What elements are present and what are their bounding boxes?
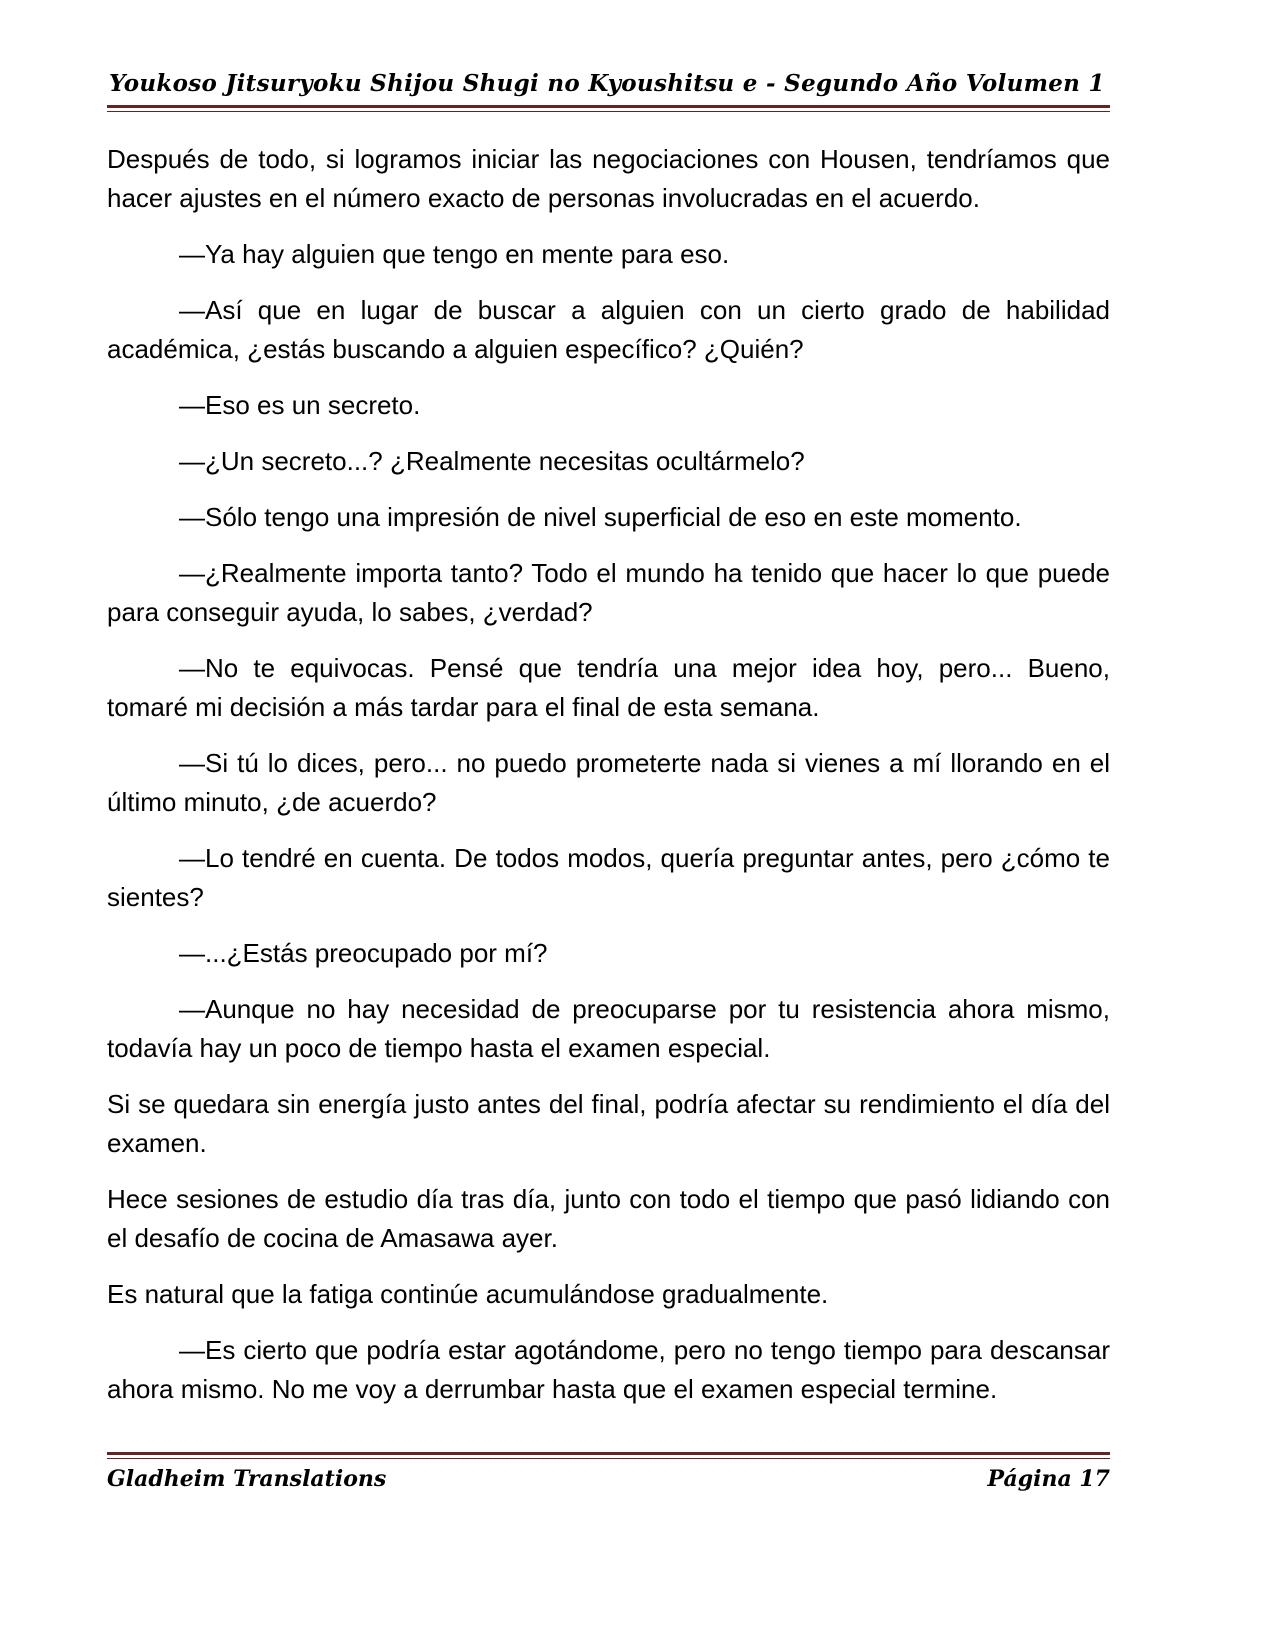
paragraph: —Aunque no hay necesidad de preocuparse por tu resistencia ahora mismo, todavía hay un poco de tiempo hasta el examen especial. (107, 994, 1110, 1063)
paragraph: —¿Un secreto...? ¿Realmente necesitas ocultármelo? (179, 446, 805, 476)
paragraph: —Sólo tengo una impresión de nivel superficial de eso en este momento. (179, 502, 1022, 532)
paragraph: —No te equivocas. Pensé que tendría una mejor idea hoy, pero... Bueno, tomaré mi decisión a más tardar para el final de esta semana. (107, 653, 1110, 722)
paragraph: —¿Realmente importa tanto? Todo el mundo ha tenido que hacer lo que puede para conseguir ayuda, lo sabes, ¿verdad? (107, 558, 1110, 627)
page-content (107, 0, 1110, 1426)
page-header (107, 0, 1110, 112)
paragraph: Hece sesiones de estudio día tras día, junto con todo el tiempo que pasó lidiando con el desafío de cocina de Amasawa ayer. (107, 1184, 1110, 1253)
header-rule (107, 105, 1110, 112)
header-title: Youkoso Jitsuryoku Shijou Shugi no Kyoushitsu e - Segundo Año Volumen 1 (109, 70, 1105, 97)
paragraph: Es natural que la fatiga continúe acumulándose gradualmente. (107, 1279, 829, 1309)
paragraph: Si se quedara sin energía justo antes del final, podría afectar su rendimiento el día del examen. (107, 1089, 1110, 1158)
paragraph: —...¿Estás preocupado por mí? (179, 938, 548, 968)
footer-page-number: Página 17 (987, 1466, 1110, 1492)
paragraph: —Lo tendré en cuenta. De todos modos, quería preguntar antes, pero ¿cómo te sientes? (107, 843, 1110, 912)
paragraph: —Si tú lo dices, pero... no puedo prometerte nada si vienes a mí llorando en el último minuto, ¿de acuerdo? (107, 748, 1110, 817)
page-footer (107, 1452, 1110, 1492)
footer-rule (107, 1452, 1110, 1459)
footer-translator: Gladheim Translations (107, 1466, 387, 1492)
body-text (107, 140, 1110, 1409)
paragraph: —Así que en lugar de buscar a alguien con un cierto grado de habilidad académica, ¿estás buscando a alguien específico? ¿Quién? (107, 295, 1110, 364)
paragraph: —Ya hay alguien que tengo en mente para eso. (179, 239, 730, 269)
paragraph: —Eso es un secreto. (179, 390, 421, 420)
paragraph: Después de todo, si logramos iniciar las negociaciones con Housen, tendríamos que hacer ajustes en el número exacto de personas involucradas en el acuerdo. (107, 144, 1110, 213)
paragraph: —Es cierto que podría estar agotándome, pero no tengo tiempo para descansar ahora mismo. No me voy a derrumbar hasta que el examen especial termine. (107, 1335, 1110, 1404)
